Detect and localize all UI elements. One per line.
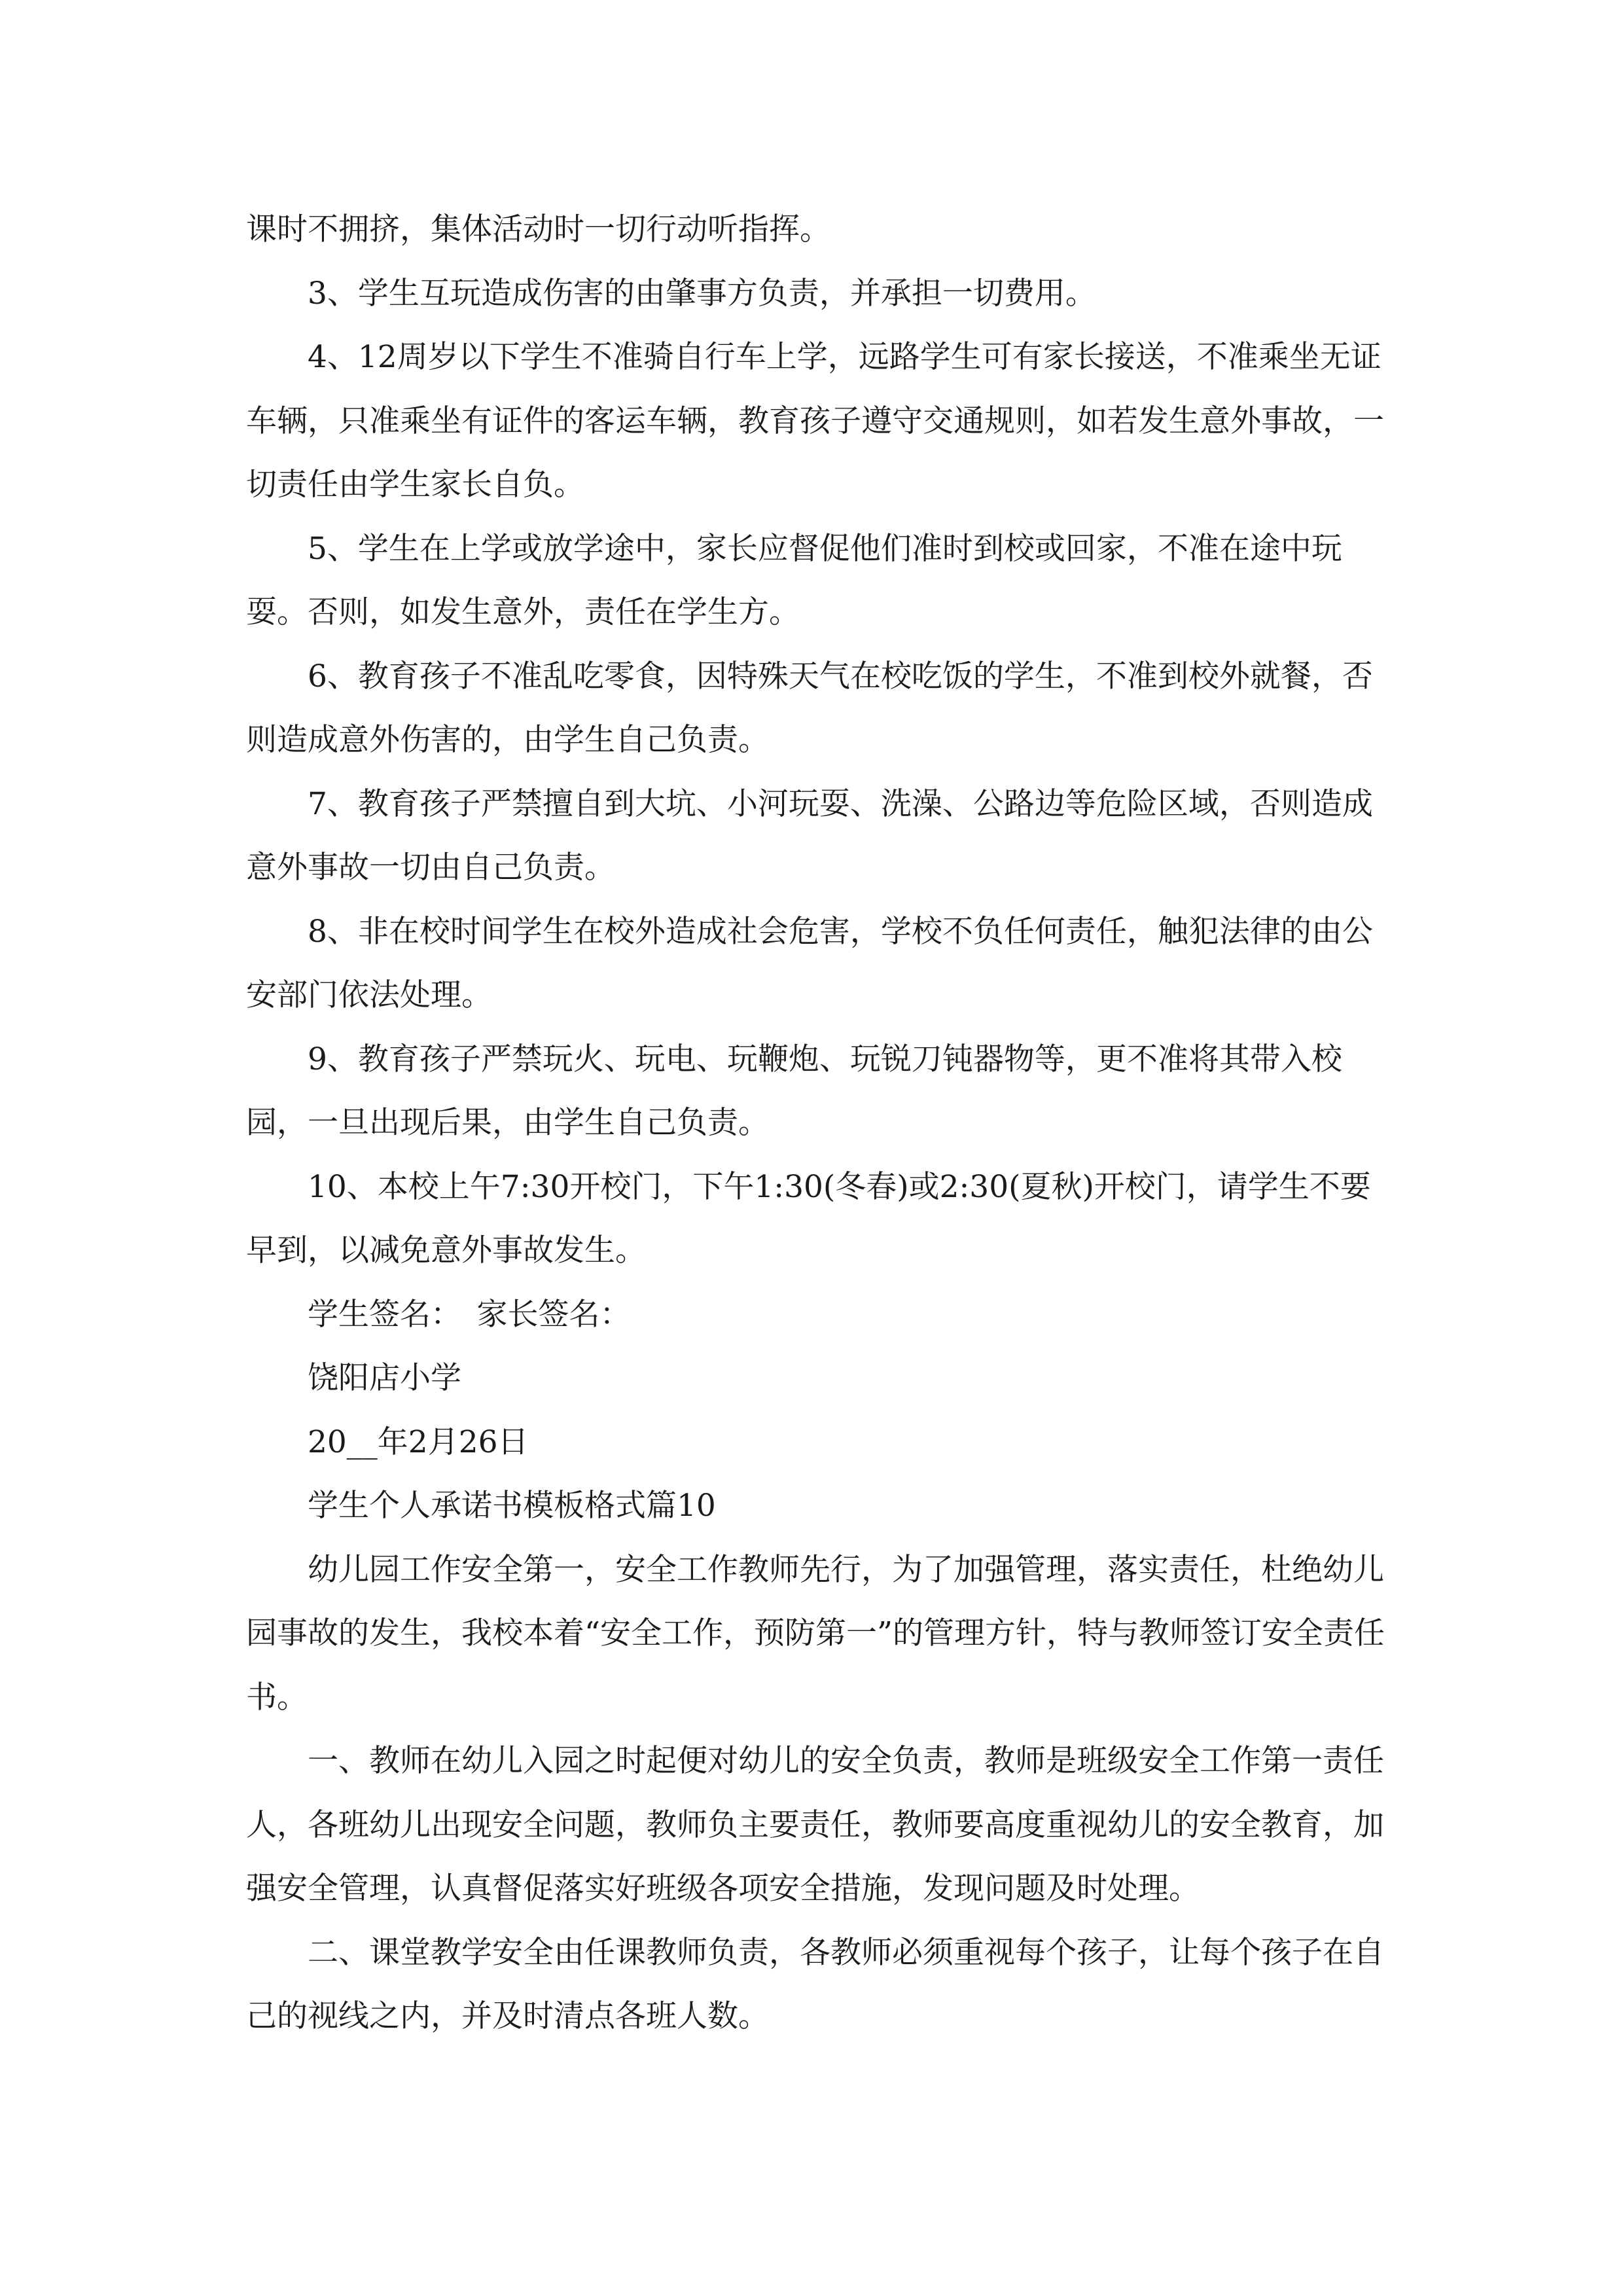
paragraph: 8、非在校时间学生在校外造成社会危害，学校不负任何责任，触犯法律的由公安部门依法处理。 xyxy=(246,913,1373,1013)
signature-line: 学生签名： 家长签名： xyxy=(308,1296,631,1333)
paragraph: 一、教师在幼儿入园之时起便对幼儿的安全负责，教师是班级安全工作第一责任人，各班幼儿出现安全问题，教师负主要责任，教师要高度重视幼儿的安全教育，加强安全管理，认真督促落实好班级各项安全措施，发现问题及时处理。 xyxy=(246,1743,1384,1907)
paragraph: 二、课堂教学安全由任课教师负责，各教师必须重视每个孩子，让每个孩子在自己的视线之内，并及时清点各班人数。 xyxy=(246,1934,1384,2034)
paragraph: 9、教育孩子严禁玩火、玩电、玩鞭炮、玩锐刀钝器物等，更不准将其带入校园，一旦出现后果，由学生自己负责。 xyxy=(246,1041,1342,1141)
date-line: 20__年2月26日 xyxy=(308,1424,529,1460)
paragraph: 课时不拥挤，集体活动时一切行动听指挥。 xyxy=(246,211,830,247)
paragraph: 10、本校上午7:30开校门，下午1:30(冬春)或2:30(夏秋)开校门，请学生不要早到，以减免意外事故发生。 xyxy=(246,1168,1371,1268)
paragraph: 7、教育孩子严禁擅自到大坑、小河玩耍、洗澡、公路边等危险区域，否则造成意外事故一切由自己负责。 xyxy=(246,785,1373,886)
paragraph: 4、12周岁以下学生不准骑自行车上学，远路学生可有家长接送，不准乘坐无证车辆，只准乘坐有证件的客运车辆，教育孩子遵守交通规则，如若发生意外事故，一切责任由学生家长自负。 xyxy=(246,339,1384,503)
paragraph: 3、学生互玩造成伤害的由肇事方负责，并承担一切费用。 xyxy=(308,275,1096,312)
school-name: 饶阳店小学 xyxy=(308,1360,461,1396)
paragraph: 6、教育孩子不准乱吃零食，因特殊天气在校吃饭的学生，不准到校外就餐，否则造成意外伤害的，由学生自己负责。 xyxy=(246,658,1373,758)
section-title: 学生个人承诺书模板格式篇10 xyxy=(308,1488,716,1524)
document-body xyxy=(246,198,1398,2049)
paragraph: 5、学生在上学或放学途中，家长应督促他们准时到校或回家，不准在途中玩耍。否则，如发生意外，责任在学生方。 xyxy=(246,530,1342,630)
paragraph: 幼儿园工作安全第一，安全工作教师先行，为了加强管理，落实责任，杜绝幼儿园事故的发生，我校本着“安全工作，预防第一”的管理方针，特与教师签订安全责任书。 xyxy=(246,1551,1385,1715)
